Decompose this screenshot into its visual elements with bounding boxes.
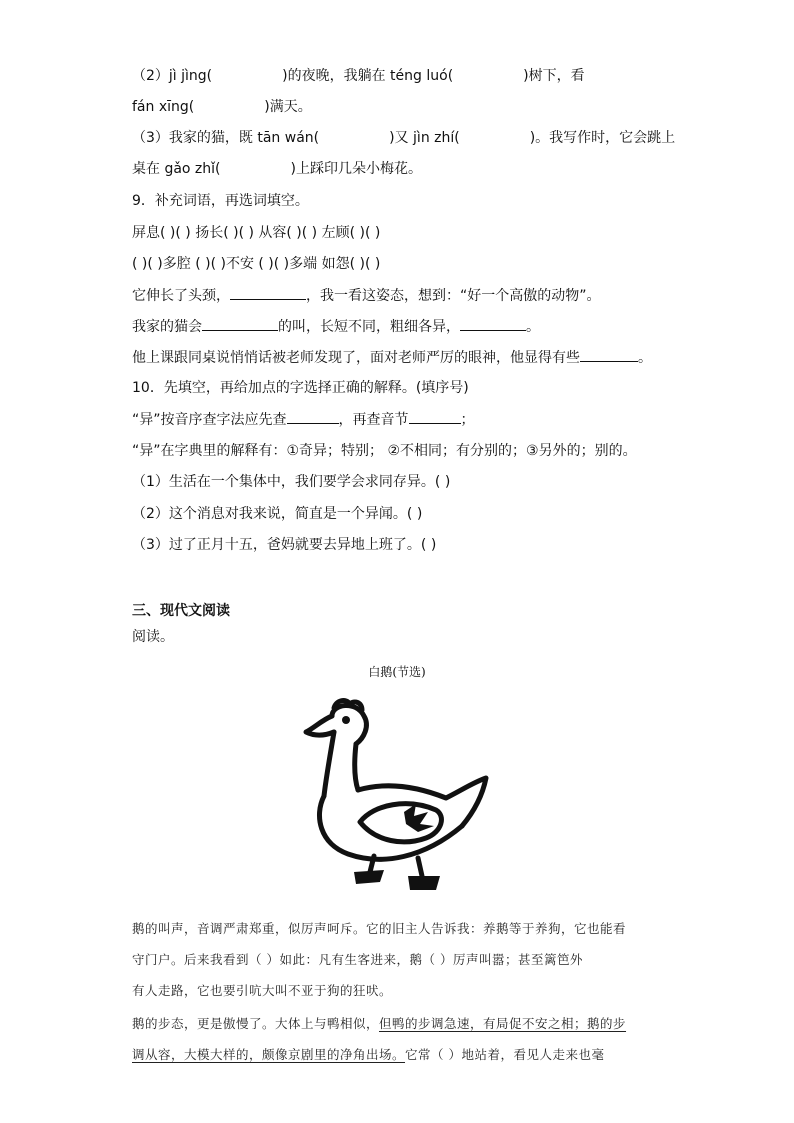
sentence-text: ，我一看这姿态，想到：“好一个高傲的动物”。 <box>306 288 601 304</box>
section-instruction: 阅读。 <box>132 629 174 645</box>
q9-sentence-1 <box>132 285 601 306</box>
q8-part3-text-d: 桌在 gǎo zhǐ( <box>132 161 221 177</box>
fill-in-line[interactable] <box>580 347 638 362</box>
underlined-text: 调从容，大模大样的，颇像京剧里的净角出场。 <box>132 1047 406 1062</box>
q8-part3-text-e: )上踩印几朵小梅花。 <box>290 161 422 177</box>
sentence-text: 它伸长了头颈， <box>132 288 230 304</box>
q8-part3-text-a: （3）我家的猫，既 tān wán( <box>132 130 320 146</box>
passage-title: 白鹅(节选) <box>368 665 426 679</box>
sentence-text: 我家的猫会 <box>132 319 202 335</box>
section-title: 三、现代文阅读 <box>132 603 230 619</box>
goose-illustration <box>296 686 496 901</box>
sentence-text: ，再查音节 <box>338 412 409 428</box>
passage-text: 鹅的步态，更是傲慢了。大体上与鸭相似， <box>132 1016 380 1031</box>
fill-in-line[interactable] <box>287 409 339 424</box>
passage-line <box>132 1045 662 1065</box>
fill-in-line[interactable] <box>230 285 306 300</box>
q10-definitions: “异”在字典里的解释有：①奇异；特别； ②不相同；有分别的；③另外的；别的。 <box>132 443 637 459</box>
q8-part2-text-e: )满天。 <box>264 99 312 115</box>
fill-in-line[interactable] <box>202 316 278 331</box>
q8-part3-text-b: )又 jìn zhí( <box>389 130 460 146</box>
sentence-text: 的叫，长短不同，粗细各异， <box>278 319 460 335</box>
q8-part3-line1 <box>132 128 675 148</box>
q9-title: 9．补充词语，再选词填空。 <box>132 193 309 209</box>
q8-part2-text-a: （2）jì jìng( <box>132 68 213 84</box>
q8-part2-text-d: fán xīng( <box>132 99 195 115</box>
fill-in-line[interactable] <box>409 409 461 424</box>
q8-part3-line2 <box>132 159 422 179</box>
q9-sentence-2 <box>132 316 540 337</box>
sentence-text: “异”按音序查字法应先查 <box>132 412 287 428</box>
passage-line <box>132 1014 662 1034</box>
passage-line: 有人走路，它也要引吭大叫不亚于狗的狂吠。 <box>132 983 393 998</box>
q9-word-row-1[interactable]: 屏息( )( ) 扬长( )( ) 从容( )( ) 左顾( )( ) <box>132 225 381 241</box>
underlined-text: 但鸭的步调急速，有局促不安之相；鹅的步 <box>379 1016 627 1031</box>
passage-text: 它常（ ）地站着，看见人走来也毫 <box>405 1047 605 1062</box>
sentence-text: 他上课跟同桌说悄悄话被老师发现了，面对老师严厉的眼神，他显得有些 <box>132 350 580 366</box>
q8-part2-text-c: )树下，看 <box>523 68 585 84</box>
q8-part2-text-b: )的夜晚，我躺在 téng luó( <box>282 68 454 84</box>
q10-item-1[interactable]: （1）生活在一个集体中，我们要学会求同存异。( ) <box>132 474 451 490</box>
sentence-text: 。 <box>638 350 652 366</box>
q10-item-2[interactable]: （2）这个消息对我来说，简直是一个异闻。( ) <box>132 506 423 522</box>
q8-part2-line2 <box>132 97 312 117</box>
fill-in-line[interactable] <box>460 316 526 331</box>
passage-line: 守门户。后来我看到（ ）如此：凡有生客进来，鹅（ ）厉声叫嚣；甚至篱笆外 <box>132 952 583 967</box>
q8-part3-text-c: )。我写作时，它会跳上 <box>529 130 676 146</box>
q9-word-row-2[interactable]: ( )( )多腔 ( )( )不安 ( )( )多端 如怨( )( ) <box>132 256 381 272</box>
q10-title: 10．先填空，再给加点的字选择正确的解释。(填序号) <box>132 380 469 396</box>
sentence-text: 。 <box>526 319 540 335</box>
q10-item-3[interactable]: （3）过了正月十五，爸妈就要去异地上班了。( ) <box>132 537 437 553</box>
q9-sentence-3 <box>132 347 652 368</box>
q8-part2-line1 <box>132 66 585 86</box>
passage-line: 鹅的叫声，音调严肃郑重，似厉声呵斥。它的旧主人告诉我：养鹅等于养狗，它也能看 <box>132 921 627 936</box>
sentence-text: ； <box>460 412 475 428</box>
q10-line1 <box>132 409 475 430</box>
